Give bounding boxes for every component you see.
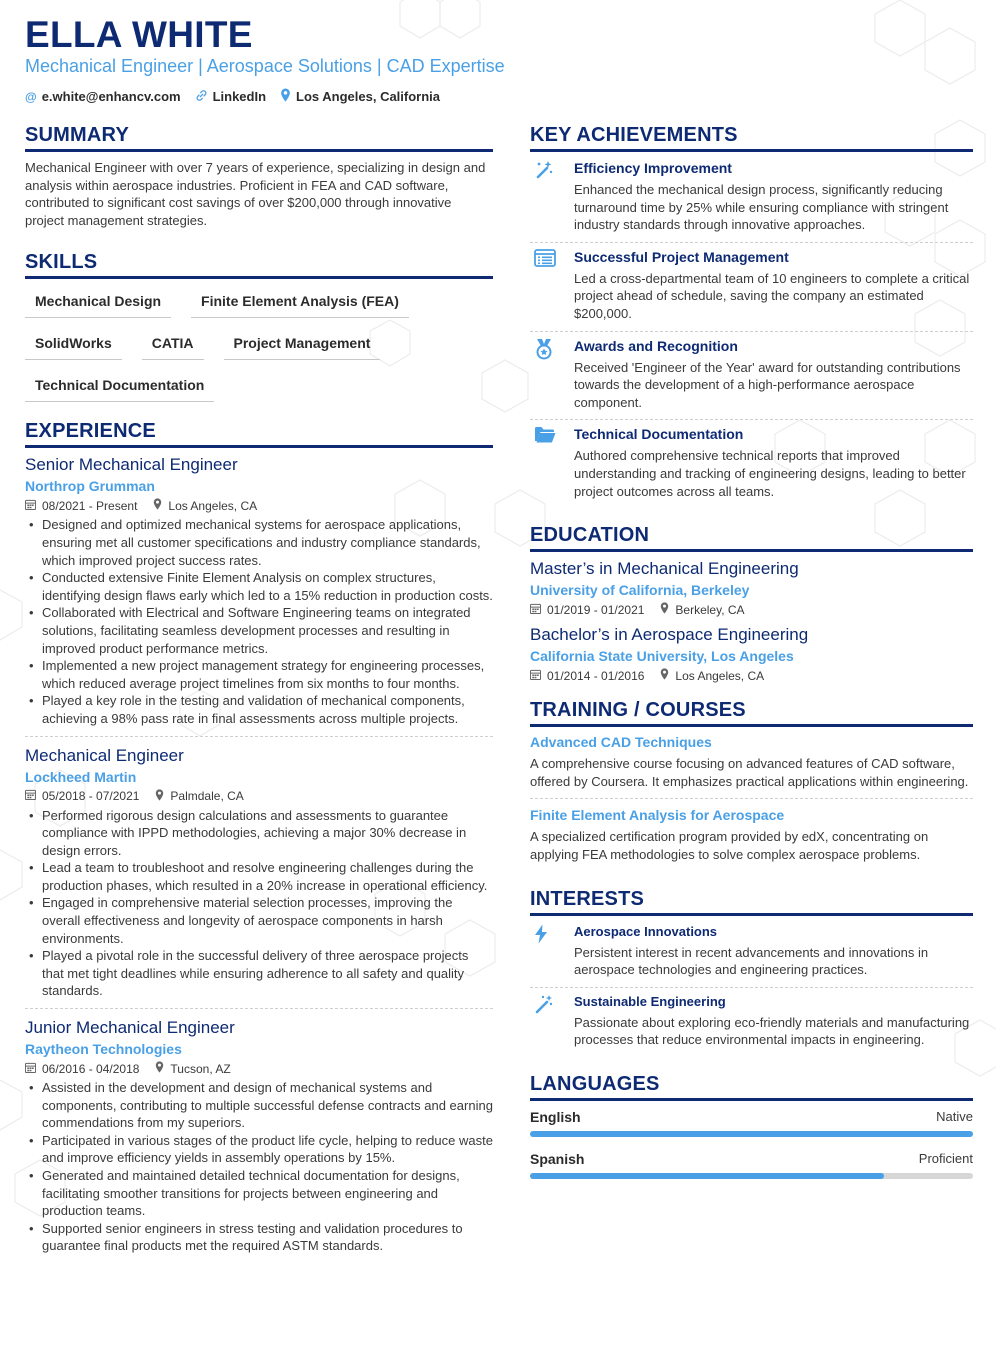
contact-bar <box>25 88 440 105</box>
job-location <box>155 789 243 804</box>
interests-section <box>530 888 973 1057</box>
interest-title: Aerospace Innovations <box>574 923 718 939</box>
school-name: California State University, Los Angeles <box>530 648 794 665</box>
language-bar-fill <box>530 1173 884 1179</box>
school-name: University of California, Berkeley <box>530 582 750 599</box>
language-bar <box>530 1131 973 1137</box>
education-location <box>660 668 764 683</box>
course-entry <box>530 734 973 799</box>
education-entry <box>530 559 973 617</box>
education-dates <box>530 603 644 617</box>
training-heading: TRAINING / COURSES <box>530 699 973 727</box>
course-text: A specialized certification program provided by edX, concentrating on applying FEA methodologies to solve complex aerospace problems. <box>530 829 929 862</box>
interest-text: Passionate about exploring eco-friendly materials and manufacturing processes that reduce environmental impacts in engineering. <box>574 1014 970 1048</box>
education-dates-text: 01/2019 - 01/2021 <box>547 602 645 617</box>
job-bullet: • Implemented a new project management strategy for engineering processes, which reduced average project timelines from six months to four months. <box>25 657 493 692</box>
job-bullet: • Played a pivotal role in the successful delivery of three aerospace projects that met tight deadlines while ensuring adherence to all safety and quality standards. <box>25 947 493 1000</box>
degree-title: Master’s in Mechanical Engineering <box>530 559 799 579</box>
candidate-title: Mechanical Engineer | Aerospace Solutions | CAD Expertise <box>25 56 505 76</box>
interest-text: Persistent interest in recent advancements and innovations in aerospace technologies and engineering practices. <box>574 944 929 978</box>
language-name: English <box>530 1108 581 1125</box>
location-text: Los Angeles, California <box>296 89 441 104</box>
language-row <box>530 1151 973 1167</box>
job-meta <box>25 1061 493 1076</box>
job-bullet: • Supported senior engineers in stress testing and validation procedures to guarantee final products met the required ASTM standards. <box>25 1220 493 1255</box>
job-company: Lockheed Martin <box>25 768 137 785</box>
achievement-body <box>574 426 973 500</box>
at-icon: @ <box>25 89 37 104</box>
magic-wand-icon <box>530 994 574 1049</box>
job-bullet: • Engaged in comprehensive material selection processes, improving the overall effectiveness and longevity of aerospace components in harsh environments. <box>25 894 493 947</box>
job-bullet: • Generated and maintained detailed technical documentation for designs, facilitating smoother transitions for projects between engineering and production teams. <box>25 1167 493 1220</box>
languages-section <box>530 1073 973 1179</box>
job-bullet: • Collaborated with Electrical and Software Engineering teams on integrated solutions, facilitating seamless development processes and resulting in improved product performance metrics. <box>25 604 493 657</box>
job-entry <box>25 455 493 736</box>
interests-heading: INTERESTS <box>530 888 973 916</box>
job-meta <box>25 789 493 804</box>
job-bullet: • Lead a team to troubleshoot and resolve engineering challenges during the production phases, which resulted in a 20% increase in operational efficiency. <box>25 859 493 894</box>
medal-icon <box>530 338 574 412</box>
job-dates <box>25 499 137 513</box>
skill-tag: CATIA <box>142 328 204 360</box>
achievement-body <box>574 338 973 412</box>
job-role: Mechanical Engineer <box>25 745 184 765</box>
skills-heading: SKILLS <box>25 251 493 279</box>
summary-text: Mechanical Engineer with over 7 years of experience, specializing in design and analysis within aerospace industries. Proficient in FEA and CAD software, contributed to significant cost savings of over $200,000 through innovative project management strategies. <box>25 160 486 228</box>
map-pin-icon <box>660 602 669 617</box>
job-bullet: • Played a key role in the testing and validation of mechanical components, achieving a 98% pass rate in final assessments across multiple projects. <box>25 692 493 727</box>
education-dates <box>530 669 644 683</box>
summary-heading: SUMMARY <box>25 124 493 152</box>
language-item <box>530 1109 973 1137</box>
job-bullet: • Assisted in the development and design of mechanical systems and components, contributing to multiple successful defense contracts and earning commendations from my superiors. <box>25 1079 493 1132</box>
job-bullet: • Performed rigorous design calculations and assessments to guarantee compliance with IPPD methodologies, achieving a major 30% decrease in design errors. <box>25 807 493 860</box>
job-role: Junior Mechanical Engineer <box>25 1018 235 1038</box>
achievement-item <box>530 420 973 508</box>
job-location <box>153 498 257 513</box>
achievement-text: Authored comprehensive technical reports that improved understanding and tracking of engineering designs, leading to better project outcomes across all teams. <box>574 448 966 499</box>
training-section <box>530 699 973 871</box>
course-text: A comprehensive course focusing on advanced features of CAD software, offered by Coursera. It emphasizes practical applications within engineering. <box>530 756 969 789</box>
candidate-name: ELLA WHITE <box>25 14 253 55</box>
education-section <box>530 524 973 683</box>
job-company: Raytheon Technologies <box>25 1041 182 1058</box>
interest-item <box>530 918 973 988</box>
right-column <box>530 124 973 1193</box>
language-level: Native <box>936 1108 973 1124</box>
achievements-heading: KEY ACHIEVEMENTS <box>530 124 973 152</box>
skills-section <box>25 251 493 412</box>
job-dates-text: 05/2018 - 07/2021 <box>42 789 140 803</box>
achievement-text: Led a cross-departmental team of 10 engineers to complete a critical project ahead of schedule, saving the company an estimated $200,000. <box>574 270 970 321</box>
job-location-text: Palmdale, CA <box>170 789 244 803</box>
map-pin-icon <box>155 789 164 804</box>
job-bullet: • Conducted extensive Finite Element Analysis on complex structures, identifying design flaws early which led to a 15% reduction in production costs. <box>25 569 493 604</box>
lightning-icon <box>530 924 574 979</box>
calendar-icon <box>530 603 541 617</box>
calendar-icon <box>25 499 36 513</box>
achievement-title: Efficiency Improvement <box>574 160 732 176</box>
education-meta <box>530 668 973 683</box>
interest-body <box>574 994 973 1049</box>
map-pin-icon <box>280 88 291 105</box>
location-contact <box>280 88 440 105</box>
job-dates-text: 08/2021 - Present <box>42 498 138 513</box>
map-pin-icon <box>153 498 162 513</box>
interest-item <box>530 988 973 1057</box>
skill-tag: Finite Element Analysis (FEA) <box>191 286 409 318</box>
email-contact[interactable] <box>25 89 181 104</box>
language-bar-fill <box>530 1131 973 1137</box>
skill-tag: Project Management <box>224 328 381 360</box>
language-bar <box>530 1173 973 1179</box>
achievement-item <box>530 154 973 243</box>
course-title: Finite Element Analysis for Aerospace <box>530 807 785 824</box>
job-entry <box>25 1018 493 1263</box>
achievement-text: Enhanced the mechanical design process, significantly reducing turnaround time by 25% while ensuring compliance with stringent industry standards through innovative approaches. <box>574 182 949 233</box>
job-dates <box>25 1062 139 1076</box>
achievements-section <box>530 124 973 508</box>
language-row <box>530 1109 973 1125</box>
skill-tag: Mechanical Design <box>25 286 171 318</box>
language-level: Proficient <box>918 1150 973 1166</box>
language-name: Spanish <box>530 1150 585 1167</box>
job-role: Senior Mechanical Engineer <box>25 455 238 475</box>
email-text[interactable]: e.white@enhancv.com <box>41 89 181 104</box>
job-location <box>155 1061 230 1076</box>
course-title: Advanced CAD Techniques <box>530 734 712 751</box>
linkedin-contact[interactable] <box>195 89 266 105</box>
interest-title: Sustainable Engineering <box>574 993 726 1009</box>
job-dates-text: 06/2016 - 04/2018 <box>42 1061 140 1076</box>
job-dates <box>25 789 139 803</box>
job-bullet: • Participated in various stages of the product life cycle, helping to reduce waste and improve efficiency yields in assembly operations by 15%. <box>25 1132 493 1167</box>
job-location-text: Tucson, AZ <box>170 1061 231 1076</box>
job-meta <box>25 498 493 513</box>
job-location-text: Los Angeles, CA <box>168 498 258 513</box>
languages-heading: LANGUAGES <box>530 1073 973 1101</box>
calendar-icon <box>25 1062 36 1076</box>
list-window-icon <box>530 249 574 323</box>
summary-section <box>25 124 493 229</box>
degree-title: Bachelor’s in Aerospace Engineering <box>530 625 809 645</box>
skill-tag: Technical Documentation <box>25 370 214 402</box>
achievement-title: Successful Project Management <box>574 248 789 265</box>
job-bullets <box>25 516 493 727</box>
left-column <box>25 124 493 1272</box>
job-bullets <box>25 807 493 1001</box>
education-heading: EDUCATION <box>530 524 973 552</box>
job-bullets <box>25 1079 493 1255</box>
achievement-item <box>530 243 973 332</box>
education-entry <box>530 625 973 683</box>
achievement-item <box>530 332 973 421</box>
interest-body <box>574 924 973 979</box>
education-meta <box>530 602 973 617</box>
job-bullet: • Designed and optimized mechanical systems for aerospace applications, ensuring met all customer specifications and industry compliance standards, which improved project success rates. <box>25 516 493 569</box>
achievement-body <box>574 160 973 234</box>
course-entry <box>530 807 973 871</box>
education-location-text: Los Angeles, CA <box>675 668 765 683</box>
education-location <box>660 602 744 617</box>
magic-wand-icon <box>530 160 574 234</box>
skills-list <box>25 286 493 412</box>
map-pin-icon <box>660 668 669 683</box>
education-location-text: Berkeley, CA <box>675 602 745 617</box>
education-dates-text: 01/2014 - 01/2016 <box>547 668 645 683</box>
achievement-text: Received 'Engineer of the Year' award for outstanding contributions towards the development of a high-performance aerospace component. <box>574 359 961 410</box>
skill-tag: SolidWorks <box>25 328 122 360</box>
job-entry <box>25 746 493 1010</box>
linkedin-text[interactable]: LinkedIn <box>212 89 267 104</box>
experience-section <box>25 420 493 1263</box>
folder-icon <box>530 426 574 500</box>
calendar-icon <box>25 789 36 803</box>
experience-heading: EXPERIENCE <box>25 420 493 448</box>
achievement-body <box>574 249 973 323</box>
language-item <box>530 1151 973 1179</box>
achievement-title: Awards and Recognition <box>574 337 738 354</box>
calendar-icon <box>530 669 541 683</box>
map-pin-icon <box>155 1061 164 1076</box>
achievement-title: Technical Documentation <box>574 426 744 443</box>
job-company: Northrop Grumman <box>25 478 155 495</box>
link-icon <box>195 89 208 105</box>
